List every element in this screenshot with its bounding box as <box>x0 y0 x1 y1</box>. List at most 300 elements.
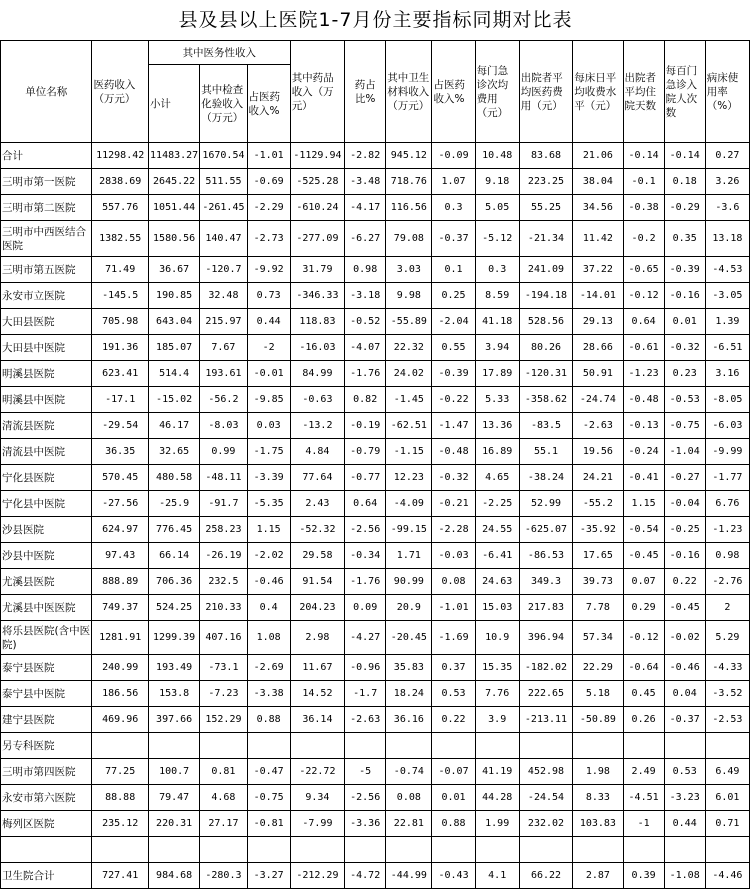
table-cell: 12.23 <box>386 465 432 491</box>
table-cell: -3.52 <box>705 681 749 707</box>
table-cell: -0.69 <box>247 169 290 195</box>
table-cell: -5.35 <box>247 491 290 517</box>
table-cell: -9.99 <box>705 439 749 465</box>
table-cell: -86.53 <box>519 543 572 569</box>
table-cell: 21.06 <box>573 143 623 169</box>
table-cell: -62.51 <box>386 413 432 439</box>
table-cell: 1281.91 <box>92 621 149 655</box>
table-cell: 7.76 <box>475 681 519 707</box>
table-cell: -8.03 <box>200 413 247 439</box>
table-cell: 240.99 <box>92 655 149 681</box>
table-cell: 2.87 <box>573 863 623 889</box>
table-cell: 191.36 <box>92 335 149 361</box>
table-row <box>1 837 750 863</box>
table-cell: -1.15 <box>386 439 432 465</box>
table-cell: 36.14 <box>290 707 344 733</box>
table-cell: -4.17 <box>345 195 386 221</box>
table-cell: -0.04 <box>664 491 705 517</box>
table-cell: 19.56 <box>573 439 623 465</box>
table-header <box>1 41 750 143</box>
table-cell <box>573 837 623 863</box>
table-cell: -3.18 <box>345 283 386 309</box>
table-cell: 0.64 <box>345 491 386 517</box>
table-cell: 186.56 <box>92 681 149 707</box>
table-cell <box>92 837 149 863</box>
table-cell: -0.13 <box>623 413 664 439</box>
table-cell: 66.22 <box>519 863 572 889</box>
table-cell: 258.23 <box>200 517 247 543</box>
table-cell: 349.3 <box>519 569 572 595</box>
table-cell: 11.67 <box>290 655 344 681</box>
table-cell: -2.29 <box>247 195 290 221</box>
row-unit-name: 泰宁县中医院 <box>1 681 92 707</box>
table-cell: 41.18 <box>475 309 519 335</box>
header-avg-stay: 出院者平均住院天数 <box>623 41 664 143</box>
table-cell: -1.01 <box>432 595 475 621</box>
table-cell: 0.44 <box>247 309 290 335</box>
table-cell <box>92 733 149 759</box>
table-cell: -8.05 <box>705 387 749 413</box>
table-cell: 0.01 <box>664 309 705 335</box>
table-cell: -277.09 <box>290 221 344 257</box>
table-cell: 8.59 <box>475 283 519 309</box>
table-cell: 0.71 <box>705 811 749 837</box>
table-cell: -0.21 <box>432 491 475 517</box>
table-cell: 79.08 <box>386 221 432 257</box>
table-cell: 0.98 <box>705 543 749 569</box>
table-cell: 0.37 <box>432 655 475 681</box>
table-cell: -2.56 <box>345 517 386 543</box>
row-unit-name <box>1 837 92 863</box>
table-cell: -0.41 <box>623 465 664 491</box>
table-cell: 528.56 <box>519 309 572 335</box>
table-cell: -55.2 <box>573 491 623 517</box>
row-unit-name: 将乐县医院(含中医院) <box>1 621 92 655</box>
table-cell: 32.65 <box>148 439 199 465</box>
table-cell: -0.75 <box>664 413 705 439</box>
table-cell <box>705 733 749 759</box>
table-cell <box>623 837 664 863</box>
table-cell: 32.48 <box>200 283 247 309</box>
table-cell: 1.08 <box>247 621 290 655</box>
table-cell <box>290 837 344 863</box>
table-cell: -1.7 <box>345 681 386 707</box>
table-cell: -1.45 <box>386 387 432 413</box>
table-cell: 2.43 <box>290 491 344 517</box>
table-row <box>1 439 750 465</box>
table-cell: 15.03 <box>475 595 519 621</box>
row-unit-name: 清流县医院 <box>1 413 92 439</box>
table-cell: 511.55 <box>200 169 247 195</box>
table-cell: 17.89 <box>475 361 519 387</box>
table-cell: 97.43 <box>92 543 149 569</box>
table-cell: 705.98 <box>92 309 149 335</box>
table-cell: -73.1 <box>200 655 247 681</box>
table-cell: -182.02 <box>519 655 572 681</box>
table-cell: 643.04 <box>148 309 199 335</box>
table-cell: 29.13 <box>573 309 623 335</box>
table-cell: -29.54 <box>92 413 149 439</box>
table-cell: 9.18 <box>475 169 519 195</box>
table-cell: 1.07 <box>432 169 475 195</box>
table-cell: 232.5 <box>200 569 247 595</box>
table-cell: 0.03 <box>247 413 290 439</box>
table-cell <box>290 733 344 759</box>
table-cell: 0.64 <box>623 309 664 335</box>
table-cell: -7.23 <box>200 681 247 707</box>
table-cell: -2 <box>247 335 290 361</box>
table-cell: 407.16 <box>200 621 247 655</box>
table-cell: 36.67 <box>148 257 199 283</box>
table-row <box>1 283 750 309</box>
table-cell: -0.45 <box>664 595 705 621</box>
table-cell: -55.89 <box>386 309 432 335</box>
table-cell: 77.25 <box>92 759 149 785</box>
header-drug-sales: 其中药品收入（万元） <box>290 41 344 143</box>
table-row <box>1 413 750 439</box>
table-row <box>1 655 750 681</box>
table-cell: -0.64 <box>623 655 664 681</box>
table-cell: 0.23 <box>664 361 705 387</box>
header-bed-usage: 病床使用率（%） <box>705 41 749 143</box>
table-cell: -1129.94 <box>290 143 344 169</box>
table-cell: 153.8 <box>148 681 199 707</box>
table-cell: -0.39 <box>432 361 475 387</box>
table-cell <box>623 733 664 759</box>
table-cell: 1.71 <box>386 543 432 569</box>
table-cell: -0.52 <box>345 309 386 335</box>
header-lab-income: 其中检查化验收入（万元） <box>200 65 247 143</box>
table-cell: 16.89 <box>475 439 519 465</box>
row-unit-name: 卫生院合计 <box>1 863 92 889</box>
table-row <box>1 543 750 569</box>
table-cell: 727.41 <box>92 863 149 889</box>
table-cell: -0.39 <box>664 257 705 283</box>
table-cell: 0.22 <box>664 569 705 595</box>
table-body <box>1 143 750 889</box>
table-cell: 888.89 <box>92 569 149 595</box>
table-row <box>1 387 750 413</box>
table-cell <box>475 733 519 759</box>
table-cell: -2.25 <box>475 491 519 517</box>
table-cell: 24.02 <box>386 361 432 387</box>
table-cell: 235.12 <box>92 811 149 837</box>
table-cell: 3.16 <box>705 361 749 387</box>
table-cell: -0.77 <box>345 465 386 491</box>
table-cell: -0.37 <box>432 221 475 257</box>
table-cell: -0.1 <box>623 169 664 195</box>
table-cell: -2.82 <box>345 143 386 169</box>
table-cell: 38.04 <box>573 169 623 195</box>
table-cell: 0.04 <box>664 681 705 707</box>
page-title: 县及县以上医院1-7月份主要指标同期对比表 <box>178 9 573 31</box>
table-cell: -610.24 <box>290 195 344 221</box>
table-cell: -0.14 <box>623 143 664 169</box>
table-cell: 0.1 <box>432 257 475 283</box>
table-cell: 0.27 <box>705 143 749 169</box>
table-row <box>1 517 750 543</box>
table-cell: 0.26 <box>623 707 664 733</box>
table-cell <box>475 837 519 863</box>
table-row <box>1 733 750 759</box>
header-material-share: 占医药收入% <box>432 41 475 143</box>
table-cell: -3.27 <box>247 863 290 889</box>
table-cell: 39.73 <box>573 569 623 595</box>
table-cell: -212.29 <box>290 863 344 889</box>
table-cell: -0.96 <box>345 655 386 681</box>
table-cell: -0.45 <box>623 543 664 569</box>
table-cell: 83.68 <box>519 143 572 169</box>
table-cell: 396.94 <box>519 621 572 655</box>
table-cell: 0.29 <box>623 595 664 621</box>
table-cell: -38.24 <box>519 465 572 491</box>
table-cell <box>386 733 432 759</box>
row-unit-name: 大田县中医院 <box>1 335 92 361</box>
row-unit-name: 清流县中医院 <box>1 439 92 465</box>
header-subtotal: 小计 <box>148 65 199 143</box>
table-cell: 4.84 <box>290 439 344 465</box>
table-cell: -22.72 <box>290 759 344 785</box>
table-cell: 13.18 <box>705 221 749 257</box>
table-row <box>1 169 750 195</box>
table-cell: 4.1 <box>475 863 519 889</box>
table-cell: -1.76 <box>345 569 386 595</box>
table-cell: -24.54 <box>519 785 572 811</box>
table-cell <box>247 837 290 863</box>
table-cell: 469.96 <box>92 707 149 733</box>
table-cell: 55.25 <box>519 195 572 221</box>
table-row <box>1 863 750 889</box>
table-cell: 10.48 <box>475 143 519 169</box>
table-cell: -0.01 <box>247 361 290 387</box>
table-cell: 80.26 <box>519 335 572 361</box>
table-cell: -4.72 <box>345 863 386 889</box>
row-unit-name: 永安市立医院 <box>1 283 92 309</box>
table-cell: -2.76 <box>705 569 749 595</box>
table-cell: -9.92 <box>247 257 290 283</box>
row-unit-name: 大田县医院 <box>1 309 92 335</box>
table-cell: 0.08 <box>386 785 432 811</box>
table-cell: 5.18 <box>573 681 623 707</box>
table-cell: 452.98 <box>519 759 572 785</box>
table-cell: -17.1 <box>92 387 149 413</box>
table-cell: 193.61 <box>200 361 247 387</box>
table-cell: -0.63 <box>290 387 344 413</box>
table-cell: 397.66 <box>148 707 199 733</box>
table-cell: -0.12 <box>623 283 664 309</box>
table-cell: 1580.56 <box>148 221 199 257</box>
table-cell: -0.53 <box>664 387 705 413</box>
table-cell: 15.35 <box>475 655 519 681</box>
table-row <box>1 621 750 655</box>
table-cell: 91.54 <box>290 569 344 595</box>
table-row <box>1 143 750 169</box>
header-material-income: 其中卫生材料收入（万元） <box>386 41 432 143</box>
table-cell: 2.98 <box>290 621 344 655</box>
table-cell: -0.19 <box>345 413 386 439</box>
table-cell: -3.36 <box>345 811 386 837</box>
table-cell: -3.23 <box>664 785 705 811</box>
table-cell: 217.83 <box>519 595 572 621</box>
table-cell: 220.31 <box>148 811 199 837</box>
row-unit-name: 三明市第五医院 <box>1 257 92 283</box>
table-cell: -1.75 <box>247 439 290 465</box>
table-cell: 3.03 <box>386 257 432 283</box>
table-cell: -2.56 <box>345 785 386 811</box>
table-cell: 24.21 <box>573 465 623 491</box>
table-cell: -0.22 <box>432 387 475 413</box>
table-cell: -280.3 <box>200 863 247 889</box>
table-cell: -0.25 <box>664 517 705 543</box>
table-cell: 0.55 <box>432 335 475 361</box>
table-cell: 6.49 <box>705 759 749 785</box>
table-cell: 5.05 <box>475 195 519 221</box>
table-cell: -0.12 <box>623 621 664 655</box>
table-cell: -4.51 <box>623 785 664 811</box>
table-cell: 36.35 <box>92 439 149 465</box>
table-cell: -3.38 <box>247 681 290 707</box>
table-cell: -50.89 <box>573 707 623 733</box>
table-cell: -120.7 <box>200 257 247 283</box>
table-cell: -346.33 <box>290 283 344 309</box>
table-cell: 22.32 <box>386 335 432 361</box>
table-cell: 140.47 <box>200 221 247 257</box>
table-cell: 718.76 <box>386 169 432 195</box>
table-cell <box>432 733 475 759</box>
row-unit-name: 另专科医院 <box>1 733 92 759</box>
header-inpatient-drug-cost: 出院者平均医药费用（元） <box>519 41 572 143</box>
table-cell: 0.22 <box>432 707 475 733</box>
row-unit-name: 沙县医院 <box>1 517 92 543</box>
table-row <box>1 785 750 811</box>
table-row <box>1 335 750 361</box>
table-cell: -0.24 <box>623 439 664 465</box>
table-cell: 5.33 <box>475 387 519 413</box>
table-cell: 624.97 <box>92 517 149 543</box>
table-cell: -0.54 <box>623 517 664 543</box>
table-cell: -4.46 <box>705 863 749 889</box>
table-cell: -0.16 <box>664 283 705 309</box>
table-cell: 7.78 <box>573 595 623 621</box>
table-cell: -2.73 <box>247 221 290 257</box>
table-cell: 215.97 <box>200 309 247 335</box>
row-unit-name: 合计 <box>1 143 92 169</box>
table-cell: 1.15 <box>623 491 664 517</box>
table-cell: 9.34 <box>290 785 344 811</box>
row-unit-name: 永安市第六医院 <box>1 785 92 811</box>
table-cell: 0.07 <box>623 569 664 595</box>
table-cell: -261.45 <box>200 195 247 221</box>
row-unit-name: 宁化县医院 <box>1 465 92 491</box>
table-cell: -2.63 <box>573 413 623 439</box>
table-cell: -0.34 <box>345 543 386 569</box>
table-cell <box>247 733 290 759</box>
table-cell: 77.64 <box>290 465 344 491</box>
table-cell: -0.46 <box>664 655 705 681</box>
table-cell: 0.88 <box>247 707 290 733</box>
table-cell: 1299.39 <box>148 621 199 655</box>
header-med-service-group: 其中医务性收入 <box>148 41 290 65</box>
table-cell: 103.83 <box>573 811 623 837</box>
table-cell: 71.49 <box>92 257 149 283</box>
table-cell: 0.3 <box>432 195 475 221</box>
table-cell: 13.36 <box>475 413 519 439</box>
table-row <box>1 257 750 283</box>
table-cell: 57.34 <box>573 621 623 655</box>
table-cell: 4.68 <box>200 785 247 811</box>
table-cell: 11483.27 <box>148 143 199 169</box>
table-cell: 0.45 <box>623 681 664 707</box>
table-cell: 22.81 <box>386 811 432 837</box>
table-cell: 1.15 <box>247 517 290 543</box>
table-row <box>1 811 750 837</box>
table-cell: -0.79 <box>345 439 386 465</box>
table-cell: 623.41 <box>92 361 149 387</box>
table-cell: -2.63 <box>345 707 386 733</box>
table-cell: 50.91 <box>573 361 623 387</box>
table-cell: 749.37 <box>92 595 149 621</box>
table-cell: -4.07 <box>345 335 386 361</box>
table-cell: 2 <box>705 595 749 621</box>
table-cell: -26.19 <box>200 543 247 569</box>
table-cell: 776.45 <box>148 517 199 543</box>
table-cell: 0.08 <box>432 569 475 595</box>
table-cell: 8.33 <box>573 785 623 811</box>
table-cell <box>519 733 572 759</box>
table-cell <box>519 837 572 863</box>
table-cell: 27.17 <box>200 811 247 837</box>
table-cell: -0.14 <box>664 143 705 169</box>
table-cell: 35.83 <box>386 655 432 681</box>
table-cell: -20.45 <box>386 621 432 655</box>
table-cell: 0.81 <box>200 759 247 785</box>
table-cell: 6.76 <box>705 491 749 517</box>
table-cell: 232.02 <box>519 811 572 837</box>
table-cell: -625.07 <box>519 517 572 543</box>
table-cell: -52.32 <box>290 517 344 543</box>
table-row <box>1 707 750 733</box>
table-cell: 222.65 <box>519 681 572 707</box>
row-unit-name: 三明市第一医院 <box>1 169 92 195</box>
table-row <box>1 361 750 387</box>
table-cell <box>345 733 386 759</box>
table-cell: -0.32 <box>432 465 475 491</box>
row-unit-name: 尤溪县中医医院 <box>1 595 92 621</box>
table-row <box>1 195 750 221</box>
table-cell: 46.17 <box>148 413 199 439</box>
table-cell: 118.83 <box>290 309 344 335</box>
table-row <box>1 595 750 621</box>
table-cell <box>200 733 247 759</box>
table-row <box>1 681 750 707</box>
table-cell: -2.28 <box>432 517 475 543</box>
table-cell: 3.94 <box>475 335 519 361</box>
header-unit: 单位名称 <box>1 41 92 143</box>
row-unit-name: 梅列区医院 <box>1 811 92 837</box>
table-cell: 2.49 <box>623 759 664 785</box>
table-cell: 0.18 <box>664 169 705 195</box>
table-cell: -2.53 <box>705 707 749 733</box>
table-cell: 0.53 <box>432 681 475 707</box>
table-cell <box>148 733 199 759</box>
table-cell: -1 <box>623 811 664 837</box>
table-cell: -0.74 <box>386 759 432 785</box>
table-cell: 24.55 <box>475 517 519 543</box>
table-cell: -1.08 <box>664 863 705 889</box>
table-cell: -83.5 <box>519 413 572 439</box>
table-cell: -1.23 <box>623 361 664 387</box>
table-cell: -0.48 <box>432 439 475 465</box>
